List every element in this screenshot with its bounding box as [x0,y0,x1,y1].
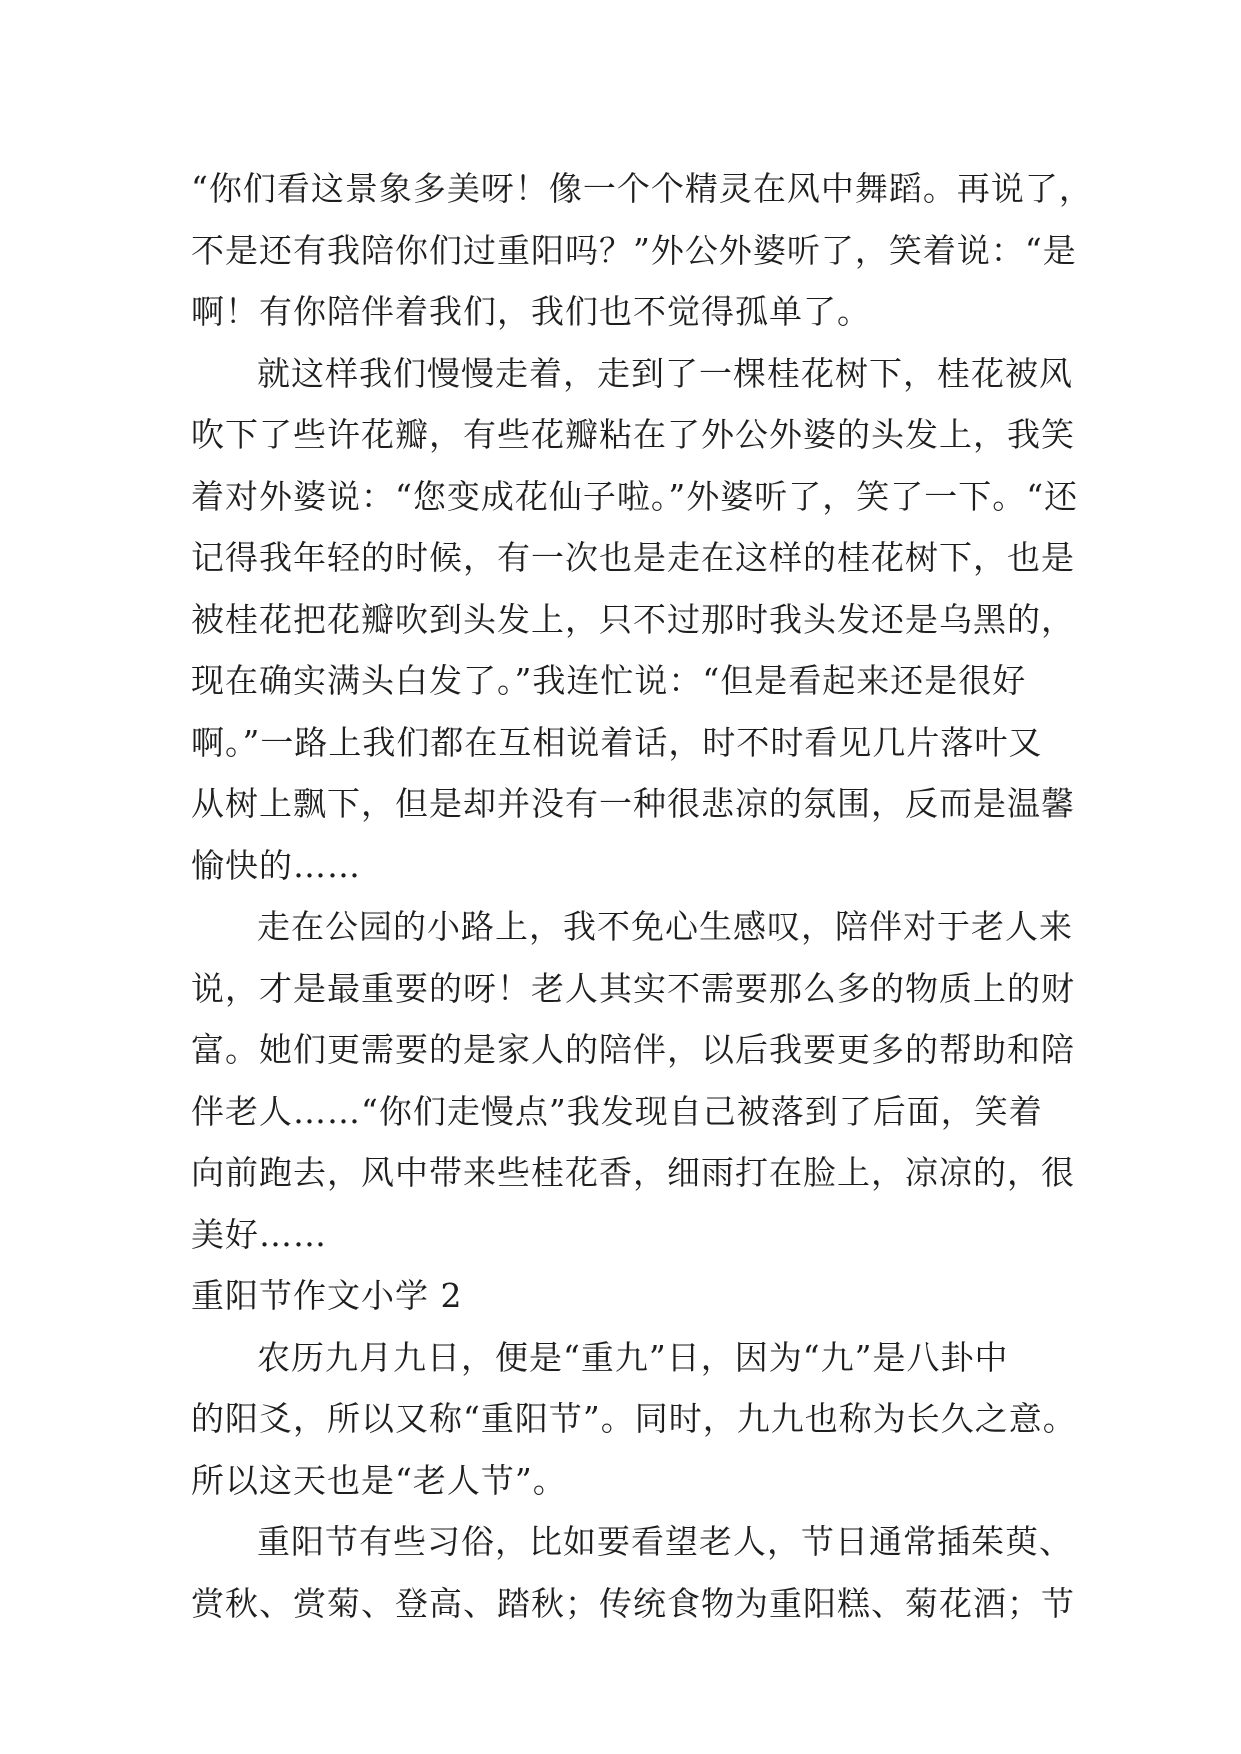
paragraph-start-line: 就这样我们慢慢走着，走到了一棵桂花树下，桂花被风 [257,353,1073,393]
text-line: 啊。”一路上我们都在互相说着话，时不时看见几片落叶又 [191,722,1043,762]
text-line: 愉快的…… [191,845,361,885]
text-line: 向前跑去，风中带来些桂花香，细雨打在脸上，凉凉的，很 [191,1153,1075,1192]
paragraph-start-line: 重阳节有些习俗，比如要看望老人，节日通常插茱萸、 [257,1522,1073,1561]
text-line: 美好…… [191,1214,327,1254]
text-line: 不是还有我陪你们过重阳吗？”外公外婆听了，笑着说：“是 [191,230,1077,270]
text-line: “你们看这景象多美呀！像一个个精灵在风中舞蹈。再说了， [191,169,1093,208]
text-line: 所以这天也是“老人节”。 [191,1460,567,1500]
text-line: 富。她们更需要的是家人的陪伴，以后我要更多的帮助和陪 [191,1030,1075,1069]
paragraph-start-line: 农历九月九日，便是“重九”日，因为“九”是八卦中 [257,1337,1009,1377]
text-line: 记得我年轻的时候，有一次也是走在这样的桂花树下，也是 [191,538,1075,577]
text-line: 的阳爻，所以又称“重阳节”。同时，九九也称为长久之意。 [191,1399,1077,1438]
section-heading: 重阳节作文小学 2 [191,1276,463,1315]
essay-body [191,158,1093,1634]
text-line: 从树上飘下，但是却并没有一种很悲凉的氛围，反而是温馨 [191,784,1075,823]
text-line: 赏秋、赏菊、登高、踏秋；传统食物为重阳糕、菊花酒；节 [191,1583,1075,1623]
text-line: 说，才是最重要的呀！老人其实不需要那么多的物质上的财 [191,968,1075,1008]
paragraph-start-line: 走在公园的小路上，我不免心生感叹，陪伴对于老人来 [257,907,1073,946]
text-line: 伴老人……“你们走慢点”我发现自己被落到了后面，笑着 [191,1091,1043,1131]
text-line: 被桂花把花瓣吹到头发上，只不过那时我头发还是乌黑的， [191,599,1075,639]
text-line: 吹下了些许花瓣，有些花瓣粘在了外公外婆的头发上，我笑 [191,415,1075,454]
text-line: 啊！有你陪伴着我们，我们也不觉得孤单了。 [191,292,871,331]
text-line: 现在确实满头白发了。”我连忙说：“但是看起来还是很好 [191,661,1027,700]
text-line: 着对外婆说：“您变成花仙子啦。”外婆听了，笑了一下。“还 [191,476,1079,516]
